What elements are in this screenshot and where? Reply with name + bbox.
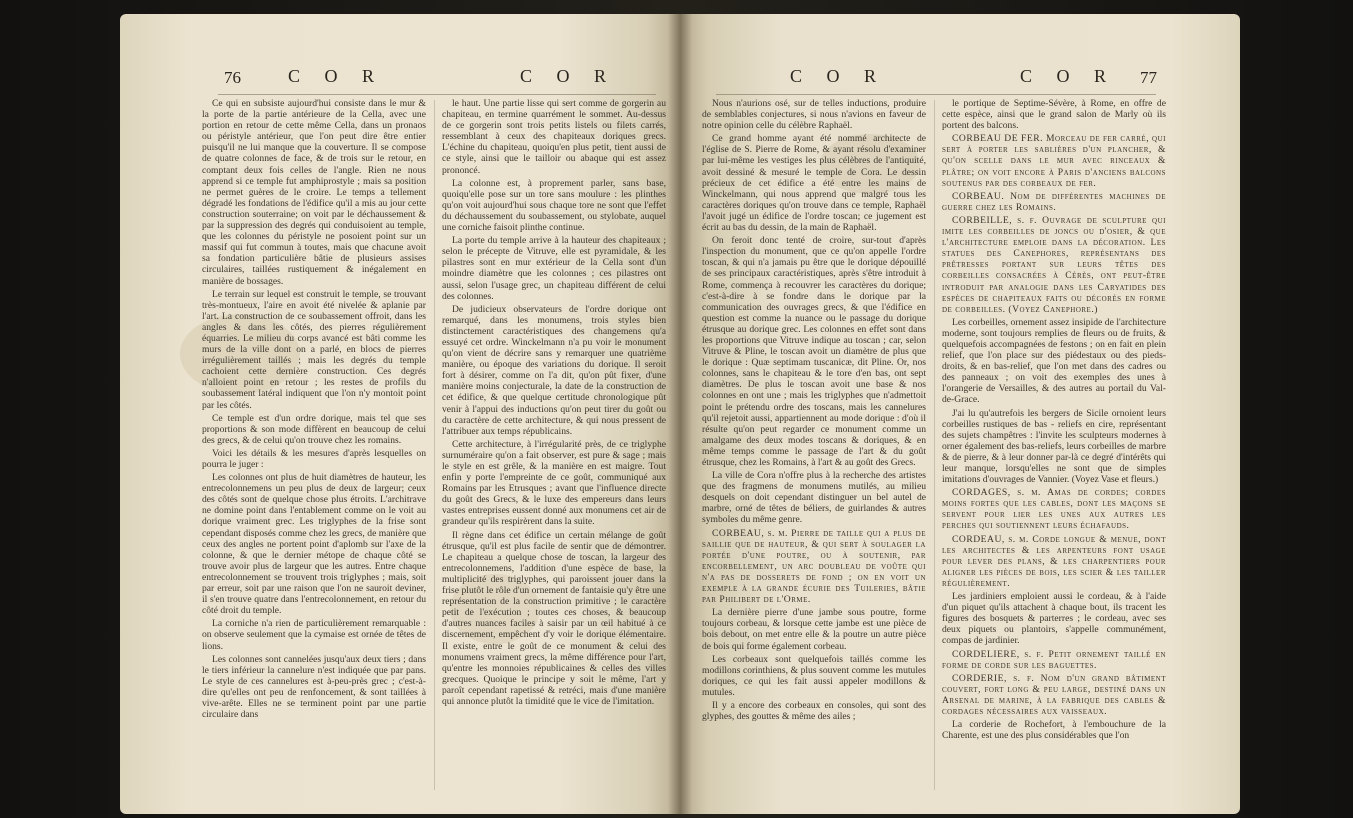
book-spread	[120, 14, 1240, 814]
dictionary-entry: CORBEAU, s. m. Pierre de taille qui a plus de saillie que de hauteur, & qui sert à soulager la portée d'une poutre, ou à soutenir, par encorbellement, un arc doubleau de voûte qui n'a pas de dosserets de fond ; on en voit un exemple à la grande écurie des Tuileries, bâtie par Philibert de l'Orme.	[702, 527, 926, 606]
header-rule	[716, 94, 1156, 95]
paragraph: La dernière pierre d'une jambe sous poutre, forme toujours corbeau, & lorsque cette jambe est une pièce de bois debout, on met entre elle & la poutre un autre pièce de bois qui forme également corbeau.	[702, 607, 926, 652]
right-page-column-1	[702, 98, 926, 798]
page-number-right: 77	[1140, 68, 1157, 87]
paragraph: le haut. Une partie lisse qui sert comme de gorgerin au chapiteau, en termine quarrément le sommet. Au-dessus de ce gorgerin sont trois petits listels ou filets carrés, ressemblant à ceux des chapiteaux doriques grecs. L'échine du chapiteau, quoiqu'en plus petit, tient aussi de ce style, ainsi que le tailloir ou abaque qui est assez prononcé.	[442, 98, 666, 176]
paragraph: Ce temple est d'un ordre dorique, mais tel que ses proportions & son mode diffèrent en beaucoup de celui des grecs, & de celui qu'on trouve chez les romains.	[202, 412, 426, 446]
paragraph: Ce qui en subsiste aujourd'hui consiste dans le mur & la porte de la partie antérieure de la Cella, avec une portion en retour de cette même Cella, dans un pronaos ou péristyle antérieur, que l'on peut dire être entier puisqu'il ne lui manque que la couverture. Il se compose de quatre colonnes de face, & de trois sur le retour, en comptant deux fois celles de l'angle. Rien ne nous apprend si ce temple fut amphiprostyle ; mais sa position ne permet guères de le croire. Le temps a tellement dégradé les fondations de l'édifice qu'il a mis au jour cette construction souterraine; on voit par le déchaussement & par la suppression des degrés qui conduisoient au temple, que les colonnes du péristyle ne posoient point sur un massif qui fut commun à toutes, mais que chacune avoit sa fondation particulière bâtie de plusieurs assises circulaires, taillées rustiquement & inégalement en manière de bossages.	[202, 98, 426, 287]
running-head-right-col2: C O R	[1020, 66, 1117, 86]
left-page	[120, 14, 680, 814]
column-divider	[934, 100, 935, 790]
paragraph: le portique de Septime-Sévère, à Rome, en offre de cette espèce, ainsi que le grand salon de Marly où ils portent des balcons.	[942, 98, 1166, 132]
paragraph: Cette architecture, à l'irrégularité près, de ce triglyphe surnuméraire qu'on a fait observer, est pure & sage ; mais le style en est grêle, & la manière en est maigre. Tout enfin y porte l'empreinte de ce goût, communiqué aux Romains par les Etrusques ; avant que l'influence directe du goût des Grecs, & le luxe des empereurs dans leurs vastes entreprises eussent donné aux monumens cet air de grandeur qu'ils respirèrent dans la suite.	[442, 438, 666, 528]
paragraph: La corniche n'a rien de particulièrement remarquable : on observe seulement que la cymaise est ornée de têtes de lions.	[202, 618, 426, 652]
right-page	[680, 14, 1240, 814]
paragraph: Le terrain sur lequel est construit le temple, se trouvant très-montueux, l'aire en avoit été nivelée & aplanie par l'art. La construction de ce soubassement offroit, dans les angles & dans les côtés, des pierres régulièrement équarries. Le milieu du corps avancé est bâti comme les murs de la ville dont on a parlé, en blocs de pierres irrégulièrement taillés ; mais les degrés du temple cachoient cette dernière construction. Ces degrés n'alloient point en retour ; les restes de profils du soubassement latéral indiquent que l'on n'y montoit point par les côtés.	[202, 288, 426, 411]
paragraph: J'ai lu qu'autrefois les bergers de Sicile ornoient leurs corbeilles rustiques de bas - reliefs en cire, représentant des sujets champêtres : l'invite les sculpteurs modernes à orner également des bas-reliefs, leurs corbeilles de marbre & de pierre, & à leur donner par-là ce degré d'intérêts qui leur manque, lorsqu'elles ne sont que de simples imitations d'ouvrages de Vannier. (Voyez Vase et fleurs.)	[942, 407, 1166, 486]
paragraph: La colonne est, à proprement parler, sans base, quoiqu'elle pose sur un tore sans moulure : les plinthes qu'on voit aujourd'hui sous chaque tore ne sont que l'effet du déchaussement du soubassement, ou stylobate, auquel une corniche faisoit plinthe continue.	[442, 177, 666, 234]
dictionary-entry: CORBEAU DE FER. Morceau de fer carré, qui sert à porter les sablières d'un plancher, & qu'on scelle dans le mur avec rinceaux & plâtre; on voit encore à Paris d'anciens balcons soutenus par des corbeaux de fer.	[942, 133, 1166, 189]
header-rule	[218, 94, 656, 95]
page-number-left: 76	[224, 68, 241, 87]
paragraph: Ce grand homme ayant été nommé architecte de l'église de S. Pierre de Rome, & ayant résolu d'examiner par lui-même les vestiges les plus célèbres de l'antiquité, avoit dessiné & mesuré le temple de Cora. Le dessin précieux de cet édifice a été entre les mains de Winckelmann, qui nous apprend que malgré tous les caractères doriques qu'on trouve dans ce temple, Raphaël l'avoit jugé un édifice de l'ordre toscan; ce jugement est écrit au bas du dessin, de la main de Raphaël.	[702, 133, 926, 234]
dictionary-entry: CORBEILLE, s. f. Ouvrage de sculpture qui imite les corbeilles de joncs ou d'osier, & que l'architecture emploie dans la décoration. Les statues des Canephores, représentans des prêtresses portant sur leurs têtes des corbeilles consacrées à Cérès, ont peut-être introduit par analogie dans les Caryatides des espèces de chapiteaux faits ou décorés en forme de corbeilles. (Voyez Canephore.)	[942, 214, 1166, 315]
dictionary-entry: CORDEAU, s. m. Corde longue & menue, dont les architectes & les arpenteurs font usage pour lever des plans, & les charpentiers pour aligner les pièces de bois, les scier & les tailler régulièrement.	[942, 533, 1166, 589]
dictionary-entry: CORDAGES, s. m. Amas de cordes; cordes moins fortes que les cables, dont les maçons se servent pour lier les unes aux autres les perches qui soutiennent leurs échafauds.	[942, 487, 1166, 532]
paragraph: La porte du temple arrive à la hauteur des chapiteaux ; selon le précepte de Vitruve, elle est pyramidale, & les pilastres sont en mur extérieur de la Cella sont d'un moindre diamètre que les colonnes ; ces pilastres ont aussi, selon l'usage grec, un chapiteau différent de celui des colonnes.	[442, 235, 666, 302]
paragraph: Les corbeaux sont quelquefois taillés comme les modillons corinthiens, & plus souvent comme les mutules doriques, ce qui les fait aussi appeler modillons & mutules.	[702, 653, 926, 698]
running-head-left-col2: C O R	[520, 66, 617, 86]
paragraph: Les corbeilles, ornement assez insipide de l'architecture moderne, sont toujours remplies de fleurs ou de fruits, & quelquefois accompagnées de festons ; on en fait en plein relief, que l'on place sur des piédestaux ou des pieds-droits, & en bas-relief, que l'on met dans des cadres ou des panneaux ; on voit des exemples des unes à l'orangerie de Versailles, & des autres au portail du Val-de-Grace.	[942, 316, 1166, 406]
left-page-column-1	[202, 98, 426, 798]
paragraph: La corderie de Rochefort, à l'embouchure de la Charente, est une des plus considérables que l'on	[942, 719, 1166, 742]
running-head-left-col1: C O R	[288, 66, 385, 86]
right-page-column-2	[942, 98, 1166, 798]
dictionary-entry: CORDELIERE, s. f. Petit ornement taillé en forme de corde sur les baguettes.	[942, 648, 1166, 671]
paragraph: Il règne dans cet édifice un certain mélange de goût étrusque, qu'il est plus facile de sentir que de démontrer. Le chapiteau a quelque chose de toscan, la largeur des entrecolonnemens, l'addition d'une espèce de base, la multiplicité des triglyphes, qui paroissent jouer dans la frise plutôt le rôle d'un ornement de fantaisie qu'y être une représentation de la construction primitive ; le caractère petit de l'exécution ; toutes ces choses, & beaucoup d'autres nuances faciles à saisir par un œil habitué à ce discernement, empêchent d'y voir le dorique élémentaire. Il existe, entre le goût de ce monument & celui des monumens vraiment grecs, la même différence pour l'art, qu'entre les monnoies républicaines & celles des villes grecques. Quoique le principe y soit le même, l'art y paroît cependant rapetissé & retréci, mais d'une manière qui annonce plutôt la timidité que le vice de l'imitation.	[442, 529, 666, 707]
paragraph: Les colonnes ont plus de huit diamètres de hauteur, les entrecolonnemens un peu plus de deux de largeur; ceux des côtés sont de quelque chose plus étroits. L'architrave ne domine point dans l'entablement comme on le voit au dorique vraiment grec. Les triglyphes de la frise sont cependant disposés comme chez les grecs, de manière que ceux des angles ne portent point d'aplomb sur l'axe de la colonne, & que le dernier métope de chaque côté se trouve avoir plus de largeur que les autres. Entre chaque entrecolonnement se trouvent trois triglyphes ; mais, soit par erreur, soit par une raison que l'on ne sauroit deviner, il s'en trouve quatre dans l'entrecolonnement, en retour du côté droit du temple.	[202, 472, 426, 617]
paragraph: La ville de Cora n'offre plus à la recherche des artistes que des fragmens de monumens mutilés, au milieu desquels on doit cependant distinguer un bel autel de marbre, orné de têtes de béliers, de guirlandes & autres symboles du même genre.	[702, 470, 926, 526]
paragraph: Nous n'aurions osé, sur de telles inductions, produire de semblables conjectures, si nous n'avions en faveur de notre opinion celle du célèbre Raphaël.	[702, 98, 926, 132]
paragraph: Voici les détails & les mesures d'après lesquelles on pourra le juger :	[202, 447, 426, 470]
paragraph: Les colonnes sont cannelées jusqu'aux deux tiers ; dans le tiers inférieur la cannelure n'est indiquée que par pans. Le style de ces cannelures est à-peu-près grec ; c'est-à-dire qu'elles ont peu de renfoncement, & sont taillées à vive-arête. Elles ne se terminent point par une partie circulaire dans	[202, 653, 426, 721]
paragraph: De judicieux observateurs de l'ordre dorique ont remarqué, dans les monumens, trois styles bien distinctement caractéristiques des changemens qu'a essuyé cet ordre. Winckelmann n'a pu voir le monument qu'on vient de décrire sans y remarquer une quatrième manière, ou époque des variations du dorique. Il seroit fort à désirer, comme on l'a dit, qu'on pût fixer, d'une manière moins conjecturale, la date de la construction de cet édifice, & que quelque certitude chronologique pût venir à l'appui des inductions qu'on peut tirer du goût ou du caractère de cette architecture, & qui nous pressent de l'attribuer aux temps républicains.	[442, 303, 666, 437]
left-page-column-2	[442, 98, 666, 798]
running-head-right-col1: C O R	[790, 66, 887, 86]
paragraph: Les jardiniers emploient aussi le cordeau, & à l'aide d'un piquet qu'ils attachent à chaque bout, ils tracent les figures des bosquets & parterres ; le cordeau, avec ses deux piquets ou plantoirs, s'appelle communément, compas de jardinier.	[942, 591, 1166, 647]
dictionary-entry: CORDERIE, s. f. Nom d'un grand bâtiment couvert, fort long & peu large, destiné dans un Arsenal de marine, à la fabrique des cables & cordages nécessaires aux vaisseaux.	[942, 672, 1166, 717]
paragraph: Il y a encore des corbeaux en consoles, qui sont des glyphes, des gouttes & même des ailes ;	[702, 699, 926, 723]
dictionary-entry: CORBEAU. Nom de différentes machines de guerre chez les Romains.	[942, 190, 1166, 213]
column-divider	[434, 100, 435, 790]
paragraph: On feroit donc tenté de croire, sur-tout d'après l'inspection du monument, que ce qu'on appelle l'ordre toscan, & qui n'a jamais pu être que le dorique dépouillé de ses principaux caractéristiques, après s'être introduit à Rome, commença à recouvrer les caractères du dorique; c'est-à-dire à se fondre dans le dorique par la communication des ouvrages grecs, & que l'édifice en question est comme la nuance ou le passage du dorique étrusque au dorique grec. Les colonnes en effet sont dans les proportions que Vitruve indique au toscan ; car, selon Vitruve & Pline, le toscan avoit un diamètre de plus que le dorique : Quæ septimam tuscanicæ, dit Pline. Or, nos colonnes, sans le chapiteau & le tore d'en bas, ont sept diamètres. De plus le toscan avoit une base & nos colonnes en ont une ; mais les triglyphes que n'admettoit point le prétendu ordre des toscans, mais les cannelures qu'il rejetoit aussi, appartiennent au mode dorique : d'où il résulte qu'on peut regarder ce monument comme un amalgame des deux modes toscans & doriques, & en même temps comme le passage de l'art & du goût étrusque, chez les Romains, à l'art & au goût des Grecs.	[702, 235, 926, 468]
